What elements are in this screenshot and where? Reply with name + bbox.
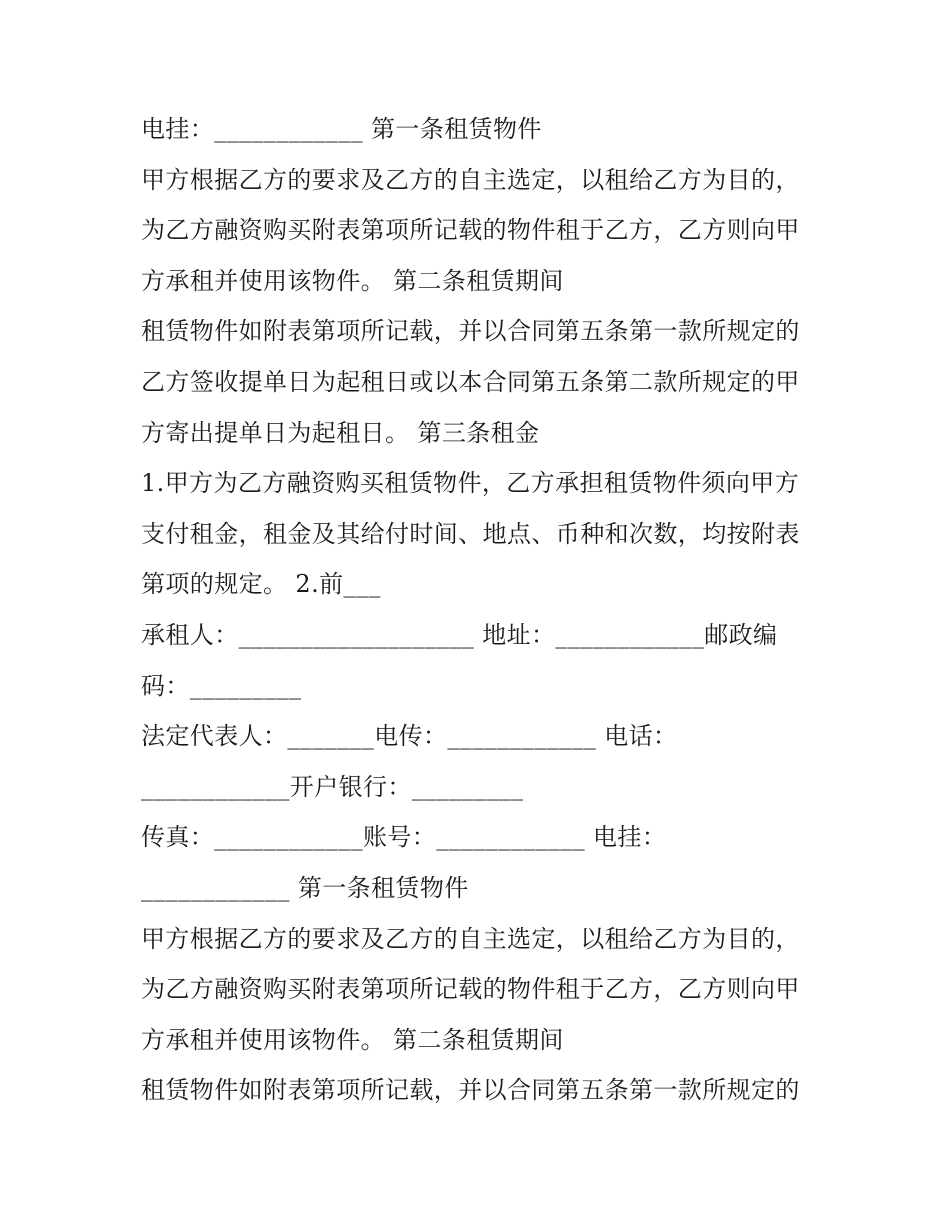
text-line: 方承租并使用该物件。 第二条租赁期间 (141, 266, 564, 295)
text-line: 租赁物件如附表第项所记载，并以合同第五条第一款所规定的 (141, 1076, 800, 1105)
text-line: 第项的规定。 2.前___ (141, 570, 381, 599)
text-line: 为乙方融资购买附表第项所记载的物件租于乙方，乙方则向甲 (141, 975, 800, 1004)
text-line: 码：_________ (141, 671, 302, 700)
text-line: 为乙方融资购买附表第项所记载的物件租于乙方，乙方则向甲 (141, 216, 800, 245)
text-line: ____________ 第一条租赁物件 (141, 873, 469, 902)
text-line: ____________开户银行：_________ (141, 772, 524, 801)
text-line: 电挂：____________ 第一条租赁物件 (141, 115, 542, 143)
text-line: 方寄出提单日为起租日。 第三条租金 (141, 418, 540, 447)
text-line: 甲方根据乙方的要求及乙方的自主选定，以租给乙方为目的， (141, 165, 800, 194)
text-line: 方承租并使用该物件。 第二条租赁期间 (141, 1025, 564, 1054)
text-line: 甲方根据乙方的要求及乙方的自主选定，以租给乙方为目的， (141, 924, 800, 953)
text-line: 承租人：___________________ 地址：____________邮政编 (141, 620, 778, 649)
text-line: 传真：____________账号：____________ 电挂： (141, 823, 667, 852)
text-line: 乙方签收提单日为起租日或以本合同第五条第二款所规定的甲 (141, 367, 800, 396)
text-line: 支付租金，租金及其给付时间、地点、币种和次数，均按附表 (141, 519, 800, 548)
contract-body (141, 104, 831, 1116)
text-line: 法定代表人：_______电传：____________ 电话： (141, 722, 678, 751)
text-line: 租赁物件如附表第项所记载，并以合同第五条第一款所规定的 (141, 317, 800, 346)
text-line: 1.甲方为乙方融资购买租赁物件，乙方承担租赁物件须向甲方 (141, 469, 800, 498)
